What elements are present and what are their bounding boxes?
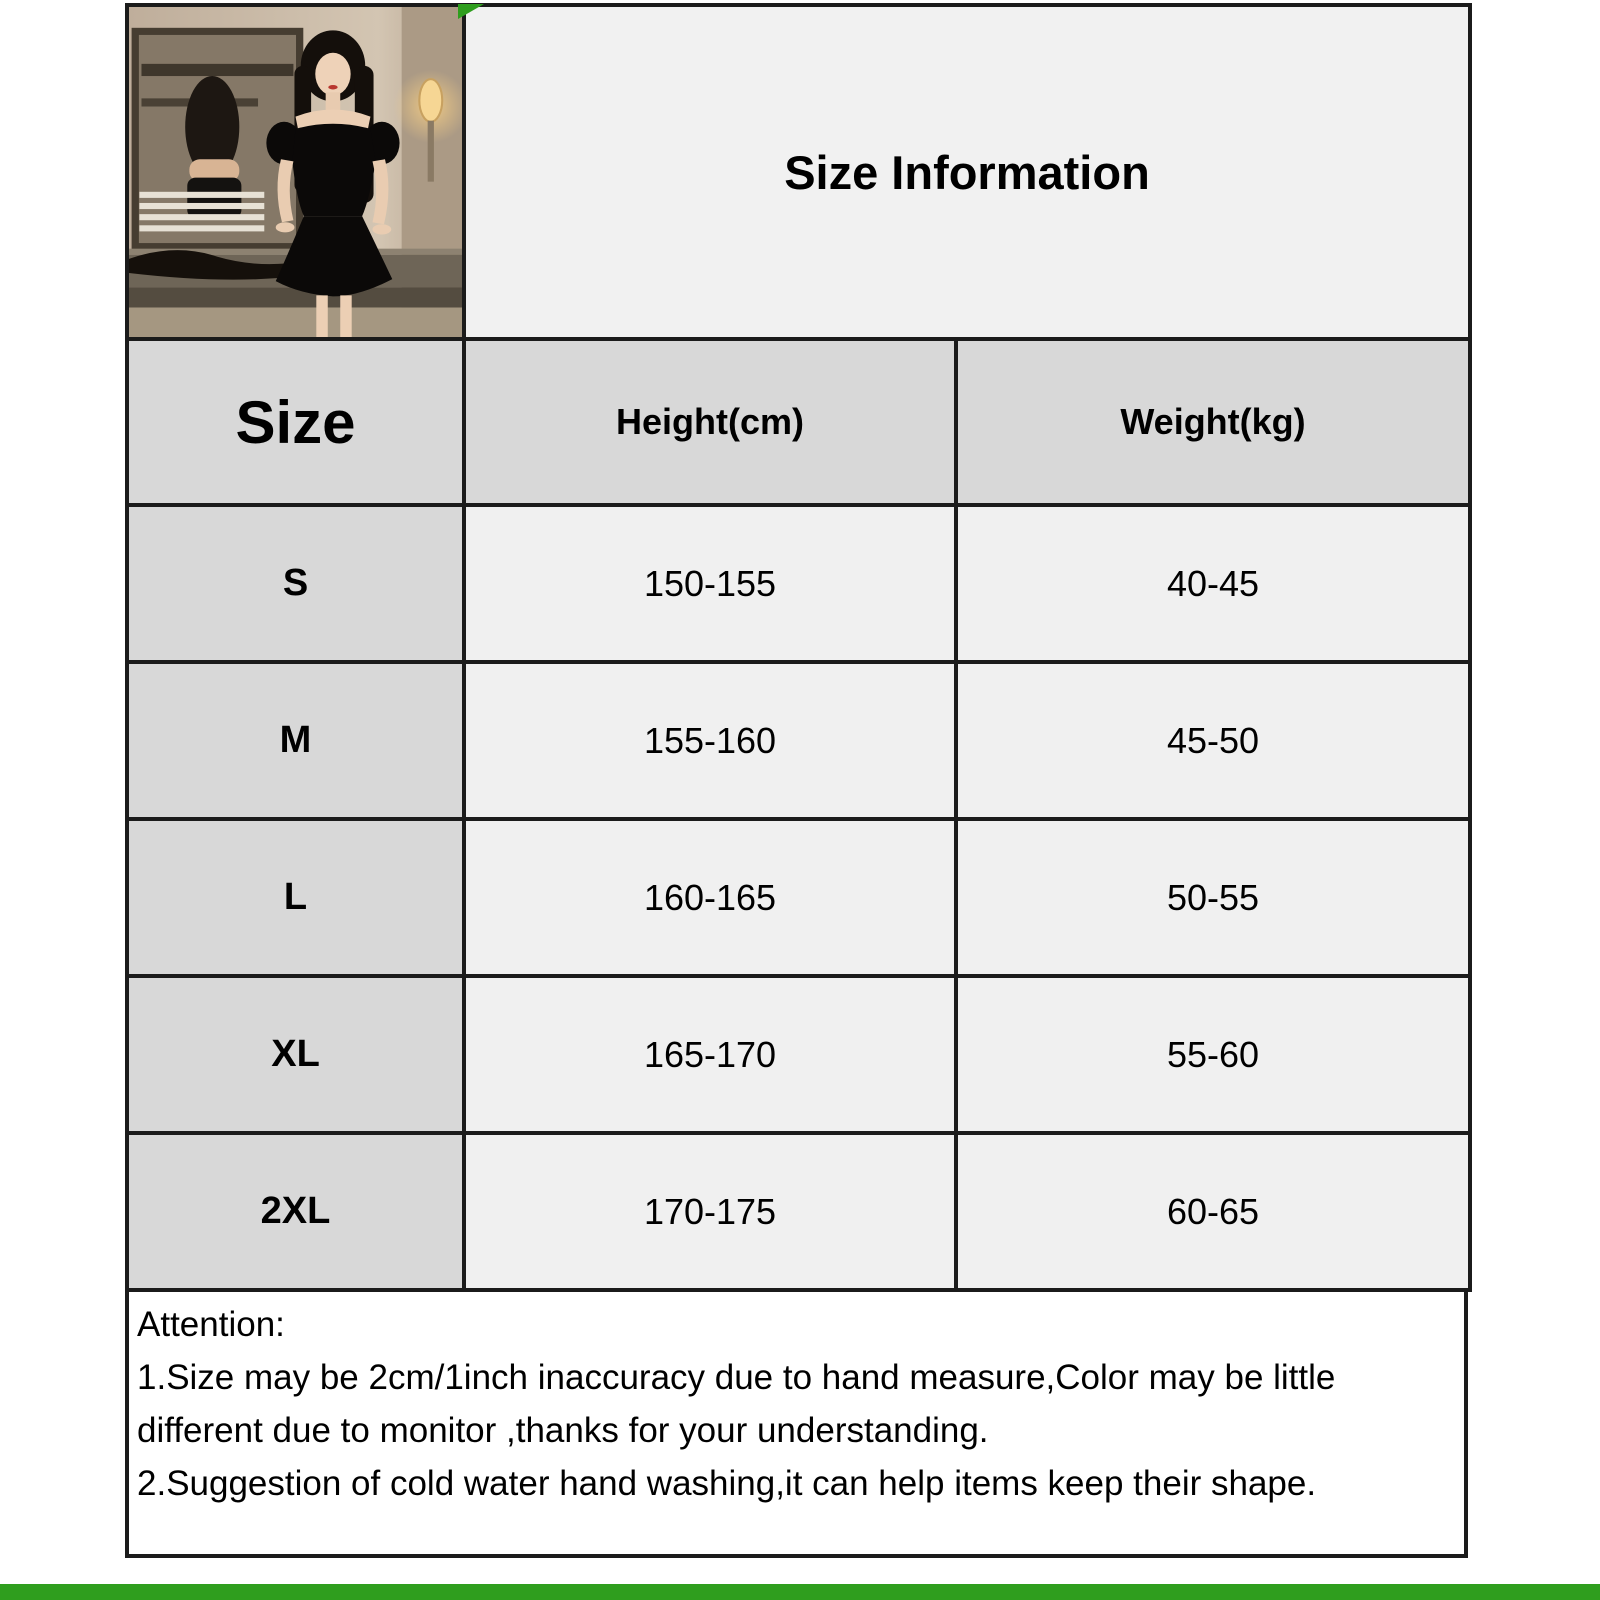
height-value-cell: 165-170 <box>464 976 956 1133</box>
size-sheet <box>125 3 1468 1558</box>
weight-value-cell: 45-50 <box>956 662 1470 819</box>
weight-value-cell: 60-65 <box>956 1133 1470 1290</box>
table-row-s <box>127 505 1470 662</box>
green-triangle-marker <box>458 4 484 19</box>
weight-value-cell: 40-45 <box>956 505 1470 662</box>
product-photo <box>127 5 464 339</box>
bottom-green-bar <box>0 1584 1600 1600</box>
table-row-2xl <box>127 1133 1470 1290</box>
weight-value-cell: 50-55 <box>956 819 1470 976</box>
size-label-cell: 2XL <box>127 1133 464 1290</box>
size-table <box>125 3 1472 1292</box>
attention-note <box>125 1292 1468 1558</box>
size-column-header: Size <box>127 339 464 505</box>
size-label-cell: L <box>127 819 464 976</box>
attention-line: 1.Size may be 2cm/1inch inaccuracy due to hand measure,Color may be little <box>137 1358 1336 1397</box>
size-label-cell: S <box>127 505 464 662</box>
size-label-cell: M <box>127 662 464 819</box>
size-label-cell: XL <box>127 976 464 1133</box>
page-title: Size Information <box>464 5 1470 339</box>
attention-line: different due to monitor ,thanks for your understanding. <box>137 1411 989 1450</box>
attention-line: 2.Suggestion of cold water hand washing,it can help items keep their shape. <box>137 1464 1317 1503</box>
table-row-m <box>127 662 1470 819</box>
table-row-l <box>127 819 1470 976</box>
table-row-xl <box>127 976 1470 1133</box>
photo-title-row <box>127 5 1470 339</box>
weight-value-cell: 55-60 <box>956 976 1470 1133</box>
attention-heading: Attention: <box>137 1305 285 1344</box>
height-value-cell: 170-175 <box>464 1133 956 1290</box>
weight-column-header: Weight(kg) <box>956 339 1470 505</box>
table-header-row <box>127 339 1470 505</box>
product-photo-illustration <box>129 7 462 337</box>
height-column-header: Height(cm) <box>464 339 956 505</box>
height-value-cell: 160-165 <box>464 819 956 976</box>
height-value-cell: 150-155 <box>464 505 956 662</box>
height-value-cell: 155-160 <box>464 662 956 819</box>
